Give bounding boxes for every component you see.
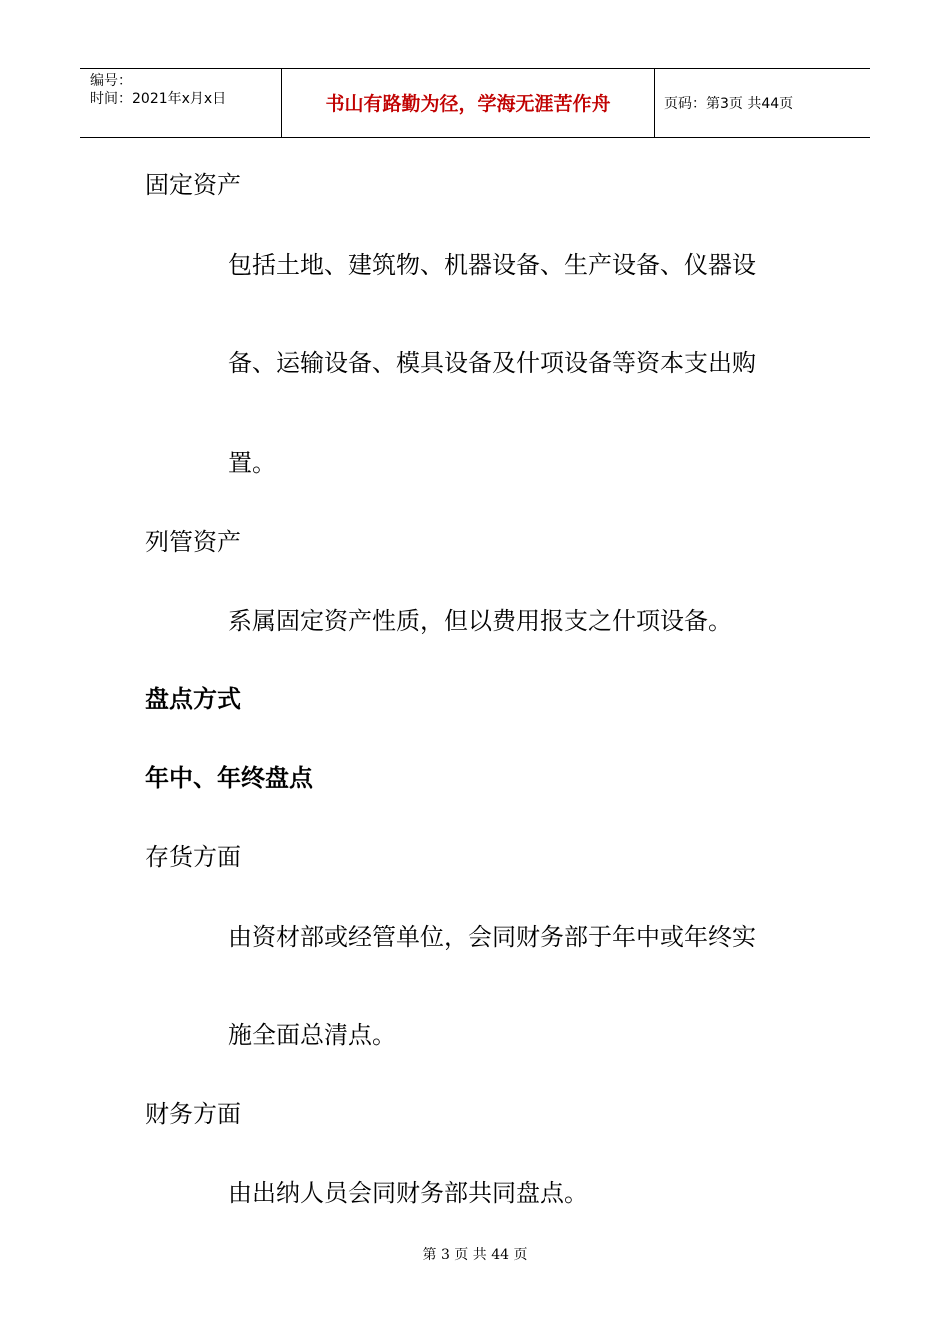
- header-left-cell: [80, 69, 281, 137]
- fixed-assets-line-1: 包括土地、建筑物、机器设备、生产设备、仪器设: [228, 251, 756, 279]
- fixed-assets-line-2: 备、运输设备、模具设备及什项设备等资本支出购: [228, 349, 756, 377]
- listed-assets-heading: 列管资产: [145, 528, 241, 556]
- midyear-inventory-heading: 年中、年终盘点: [145, 764, 313, 792]
- page-header: [80, 68, 870, 138]
- fixed-assets-heading: 固定资产: [145, 171, 241, 199]
- header-motto: 书山有路勤为径，学海无涯苦作舟: [325, 93, 611, 115]
- header-right-cell: [654, 69, 870, 137]
- finance-aspect-text: 由出纳人员会同财务部共同盘点。: [228, 1179, 588, 1207]
- document-number-label: 编号：: [90, 73, 132, 89]
- page-footer: 第 3 页 共 44 页: [422, 1247, 528, 1263]
- header-page-info: 页码：第3页 共44页: [664, 96, 794, 112]
- inventory-aspect-heading: 存货方面: [145, 843, 241, 871]
- inventory-aspect-line-2: 施全面总清点。: [228, 1021, 396, 1049]
- document-time-label: 时间：2021年x月x日: [90, 91, 227, 107]
- inventory-method-heading: 盘点方式: [145, 685, 241, 713]
- fixed-assets-line-3: 置。: [228, 449, 276, 477]
- header-middle-cell: [281, 69, 655, 137]
- finance-aspect-heading: 财务方面: [145, 1100, 241, 1128]
- inventory-aspect-line-1: 由资材部或经管单位，会同财务部于年中或年终实: [228, 923, 756, 951]
- listed-assets-text: 系属固定资产性质，但以费用报支之什项设备。: [228, 607, 732, 635]
